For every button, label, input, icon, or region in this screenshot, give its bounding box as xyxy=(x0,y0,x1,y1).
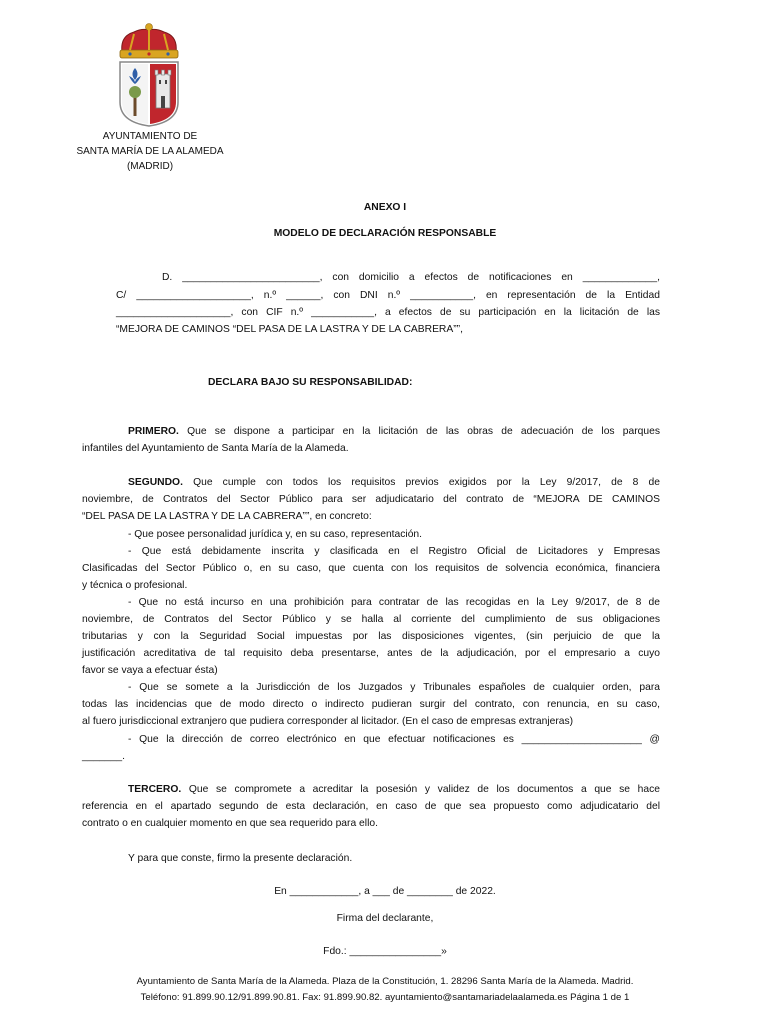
shield-icon xyxy=(120,62,178,126)
intro-line-2: C/ ____________________, n.º ______, con DNI n.º ___________, en representación de la Entidad xyxy=(116,290,660,301)
segundo-bullet-3-line-4: justificación acreditativa de tal requisito deba presentarse, antes de la adjudicación, por el empresario a cuyo xyxy=(82,648,660,659)
annex-heading: ANEXO I xyxy=(363,202,407,213)
segundo-label: SEGUNDO. xyxy=(128,477,183,488)
tercero-line-1 xyxy=(128,781,660,799)
org-line-2: SANTA MARÍA DE LA ALAMEDA xyxy=(76,146,224,157)
coat-of-arms-logo xyxy=(110,22,188,128)
footer-line-2: Teléfono: 91.899.90.12/91.899.90.81. Fax: 91.899.90.82. ayuntamiento@santamariadelaalameda.es Página 1 de 1 xyxy=(140,992,630,1003)
intro-line-3: ____________________, con CIF n.º ___________, a efectos de su participación en la licitación de las xyxy=(116,307,660,318)
segundo-bullet-2-line-3: y técnica o profesional. xyxy=(82,580,188,591)
segundo-bullet-1: - Que posee personalidad jurídica y, en su caso, representación. xyxy=(128,529,423,540)
segundo-bullet-3-line-3: tributarias y con la Seguridad Social impuestas por las disposiciones vigentes, (sin perjuicio de que la xyxy=(82,631,660,642)
document-title: MODELO DE DECLARACIÓN RESPONSABLE xyxy=(273,228,497,239)
declara-heading: DECLARA BAJO SU RESPONSABILIDAD: xyxy=(208,377,413,388)
tercero-line-2: referencia en el apartado segundo de esta declaración, en caso de que sea propuesto como adjudicatario del xyxy=(82,801,660,812)
segundo-bullet-5-line-2: _______. xyxy=(82,751,125,762)
segundo-line-2: noviembre, de Contratos del Sector Público para ser adjudicatario del contrato de “MEJORA DE CAMINOS xyxy=(82,494,660,505)
intro-line-4: “MEJORA DE CAMINOS “DEL PASA DE LA LASTRA Y DE LA CABRERA””, xyxy=(116,324,463,335)
segundo-bullet-5-line-1: - Que la dirección de correo electrónico en que efectuar notificaciones es _____________________ @ xyxy=(128,734,660,745)
closing-text: Y para que conste, firmo la presente declaración. xyxy=(128,853,353,864)
segundo-line-3: “DEL PASA DE LA LASTRA Y DE LA CABRERA””, en concreto: xyxy=(82,511,372,522)
segundo-bullet-3-line-5: favor se vaya a efectuar ésta) xyxy=(82,665,218,676)
org-line-1: AYUNTAMIENTO DE xyxy=(102,131,198,142)
primero-line-2: infantiles del Ayuntamiento de Santa María de la Alameda. xyxy=(82,443,349,454)
date-line: En ____________, a ___ de ________ de 2022. xyxy=(274,886,496,897)
tercero-line-3: contrato o en cualquier momento en que sea requerido para ello. xyxy=(82,818,378,829)
segundo-bullet-2-line-2: Clasificadas del Sector Público o, en su caso, que cuenta con los requisitos de solvencia económica, financiera xyxy=(82,563,660,574)
segundo-bullet-3-line-2: noviembre, de Contratos del Sector Público y se halla al corriente del cumplimiento de sus obligaciones xyxy=(82,614,660,625)
segundo-bullet-4-line-1: - Que se somete a la Jurisdicción de los Juzgados y Tribunales españoles de cualquier orden, para xyxy=(128,682,660,693)
footer-line-1: Ayuntamiento de Santa María de la Alameda. Plaza de la Constitución, 1. 28296 Santa María de la Alameda. Madrid. xyxy=(136,976,634,987)
intro-line-1: D. ________________________, con domicilio a efectos de notificaciones en _____________, xyxy=(162,272,660,283)
org-line-3: (MADRID) xyxy=(126,161,174,172)
primero-text-1: Que se dispone a participar en la licitación de las obras de adecuación de los parques xyxy=(187,426,660,437)
segundo-bullet-2-line-1: - Que está debidamente inscrita y clasificada en el Registro Oficial de Licitadores y Empresas xyxy=(128,546,660,557)
fdo-line: Fdo.: ________________» xyxy=(323,946,447,957)
segundo-bullet-4-line-2: todas las incidencias que de modo directo o indirecto pudieran surgir del contrato, con renuncia, en su caso, xyxy=(82,699,660,710)
segundo-bullet-4-line-3: al fuero jurisdiccional extranjero que pudiera corresponder al licitador. (En el caso de empresas extranjeras) xyxy=(82,716,574,727)
segundo-line-1 xyxy=(128,474,660,492)
primero-label: PRIMERO. xyxy=(128,426,179,437)
segundo-bullet-3-line-1: - Que no está incurso en una prohibición para contratar de las recogidas en la Ley 9/2017, de 8 de xyxy=(128,597,660,608)
tercero-label: TERCERO. xyxy=(128,784,182,795)
crown-icon xyxy=(120,24,178,59)
organization-name xyxy=(50,129,250,174)
primero-line-1 xyxy=(128,423,660,441)
signature-label: Firma del declarante, xyxy=(336,913,434,924)
tercero-text-1: Que se compromete a acreditar la posesión y validez de los documentos a que se hace xyxy=(188,784,660,795)
segundo-text-1: Que cumple con todos los requisitos previos exigidos por la Ley 9/2017, de 8 de xyxy=(193,477,660,488)
